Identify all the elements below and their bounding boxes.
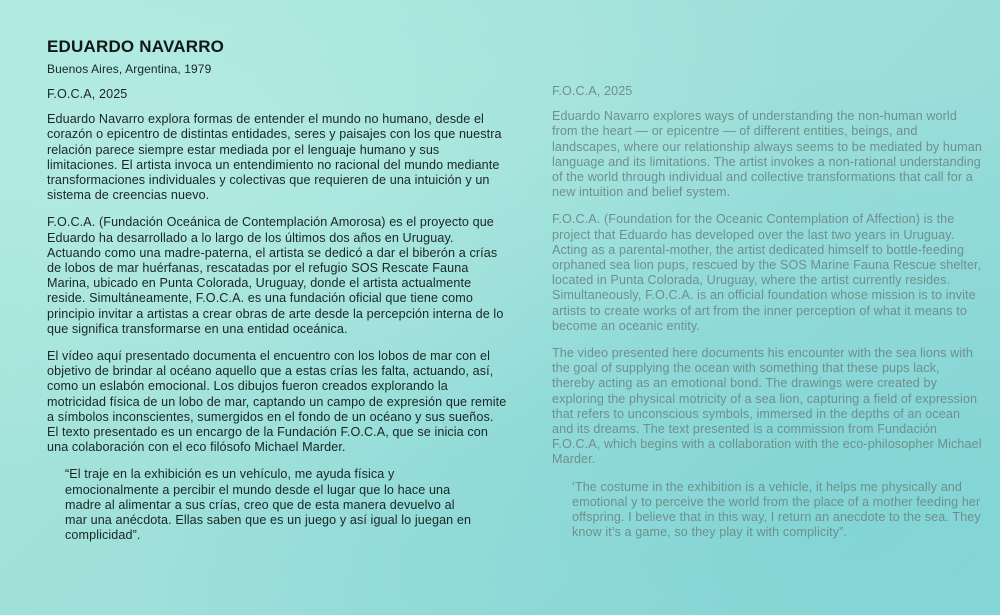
work-title-es: F.O.C.A, 2025 (47, 87, 128, 101)
quote-en: ‘The costume in the exhibition is a vehicle, it helps me physically and emotional y to perceive the world from the place of a mother feeding her offspring. I believe that in this way, I return an anecdote to the sea. They know it’s a game, so they play it with complicity”. (572, 479, 981, 540)
english-column (552, 84, 982, 540)
paragraph-en-2: F.O.C.A. (Foundation for the Oceanic Contemplation of Affection) is the project that Eduardo has developed over the last two years in Uruguay. Acting as a parental-mother, the artist dedicated himself to bottle-feeding orphaned sea lion pups, rescued by the SOS Marine Fauna Rescue shelter, located in Punta Colorada, Uruguay, where the artist currently resides. Simultaneously, F.O.C.A. is an official foundation whose mission is to invite artists to create works of art from the inner perception of what it means to become an oceanic entity. (552, 212, 982, 333)
paragraph-es-1: Eduardo Navarro explora formas de entender el mundo no humano, desde el corazón o epicentro de distintas entidades, seres y paisajes con los que nuestra relación parece siempre estar mediada por el lenguaje humano y sus limitaciones. El artista invoca un entendimiento no racional del mundo mediante transformaciones individuales y colectivas que requieren de una intuición y un sistema de creencias nuevo. (47, 112, 502, 203)
paragraph-es-2: F.O.C.A. (Fundación Oceánica de Contemplación Amorosa) es el proyecto que Eduardo ha desarrollado a lo largo de los últimos dos años en Uruguay. Actuando como una madre-paterna, el artista se dedicó a dar el biberón a crías de lobos de mar huérfanas, rescatadas por el refugio SOS Rescate Fauna Marina, ubicado en Punta Colorada, Uruguay, donde el artista actualmente reside. Simultáneamente, F.O.C.A. es una fundación oficial que tiene como principio invitar a artistas a crear obras de arte desde la percepción interna de lo que significa transformarse en una entidad oceánica. (47, 215, 504, 336)
paragraph-en-1: Eduardo Navarro explores ways of understanding the non-human world from the heart — or epicentre — of different entities, beings, and landscapes, where our relationship always seems to be mediated by human language and its limitations. The artist invokes a non-rational understanding of the world through individual and collective transformations that call for a new intuition and belief system. (552, 109, 982, 200)
paragraph-en-3: The video presented here documents his encounter with the sea lions with the goal of supplying the ocean with something that these pups lack, thereby acting as an emotional bond. The drawings were created by exploring the physical motricity of a sea lion, capturing a field of expression that refers to unconscious symbols, immersed in the depths of an ocean and its dreams. The text presented is a commission from Fundación F.O.C.A, which begins with a collaboration with the eco-philosopher Michael Marder. (552, 346, 982, 467)
paragraph-es-3: El vídeo aquí presentado documenta el encuentro con los lobos de mar con el objetivo de brindar al océano aquello que a estas crías les falta, actuando, así, como un eslabón emocional. Los dibujos fueron creados explorando la motricidad física de un lobo de mar, captando un campo de expresión que remite a símbolos inconscientes, sumergidos en el fondo de un océano y sus sueños. El texto presentado es un encargo de la Fundación F.O.C.A, que se inicia con una colaboración con el eco filósofo Michael Marder. (47, 349, 507, 455)
spanish-column (47, 36, 507, 543)
artist-origin: Buenos Aires, Argentina, 1979 (47, 62, 212, 76)
quote-es: “El traje en la exhibición es un vehículo, me ayuda física y emocionalmente a percibir el mundo desde el lugar que lo hace una madre al alimentar a sus crías, creo que de esta manera devuelvo al mar una anécdota. Ellas saben que es un juego y así igual lo juegan en complicidad”. (65, 467, 472, 543)
work-title-en: F.O.C.A, 2025 (552, 84, 633, 98)
artist-name: EDUARDO NAVARRO (47, 37, 225, 56)
